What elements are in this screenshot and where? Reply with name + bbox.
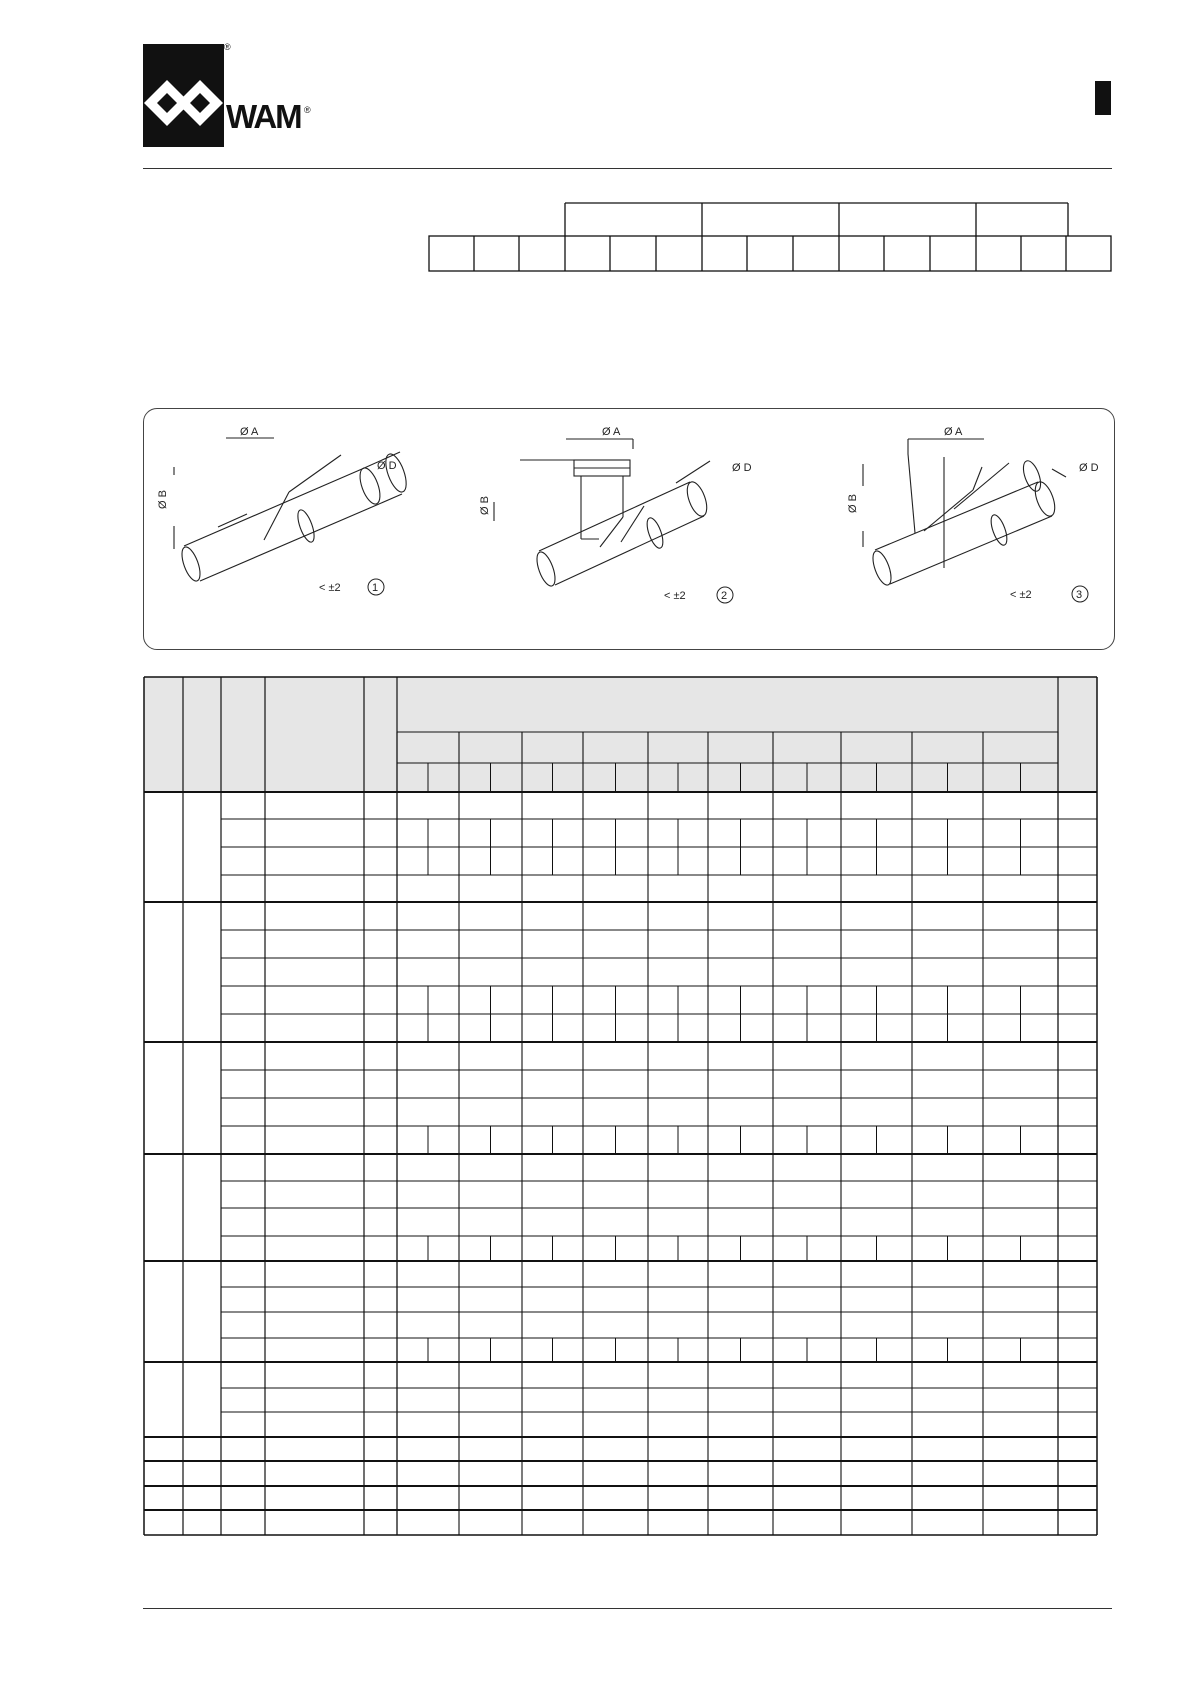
page-side-marker: [1095, 81, 1111, 115]
logo-mark: [143, 44, 224, 147]
order-code-grid: [428, 202, 1112, 277]
table-header-fill: [144, 677, 1097, 792]
fig3-label-d: Ø D: [1079, 462, 1099, 474]
fig1-label-b: Ø B: [157, 490, 169, 509]
fig2-number: 2: [721, 590, 728, 602]
fig1-angle: < ±2: [319, 582, 341, 594]
drawing-fig-1: [174, 438, 410, 583]
fig2-label-d: Ø D: [732, 462, 752, 474]
fig3-label-a: Ø A: [944, 426, 963, 438]
drawing-fig-2: [494, 439, 711, 588]
header-rule: [143, 168, 1112, 169]
diamond-logo-icon: [143, 44, 224, 147]
fig3-angle: < ±2: [1010, 589, 1032, 601]
fig1-number: 1: [372, 582, 379, 594]
fig2-angle: < ±2: [664, 590, 686, 602]
drawing-fig-3: [863, 439, 1066, 587]
footer-rule: [143, 1608, 1112, 1609]
brand-name: WAM: [226, 98, 301, 135]
registered-mark-2: ®: [304, 105, 311, 115]
registered-mark: ®: [224, 42, 231, 52]
fig3-number: 3: [1076, 589, 1083, 601]
fig3-label-b: Ø B: [847, 494, 859, 513]
fig2-label-a: Ø A: [602, 426, 621, 438]
fig2-label-b: Ø B: [479, 496, 491, 515]
dimensions-table: [143, 676, 1098, 1541]
fig1-label-d: Ø D: [377, 460, 397, 472]
drawings-panel: [143, 408, 1115, 650]
wam-logo: [143, 44, 312, 147]
fig1-label-a: Ø A: [240, 426, 259, 438]
